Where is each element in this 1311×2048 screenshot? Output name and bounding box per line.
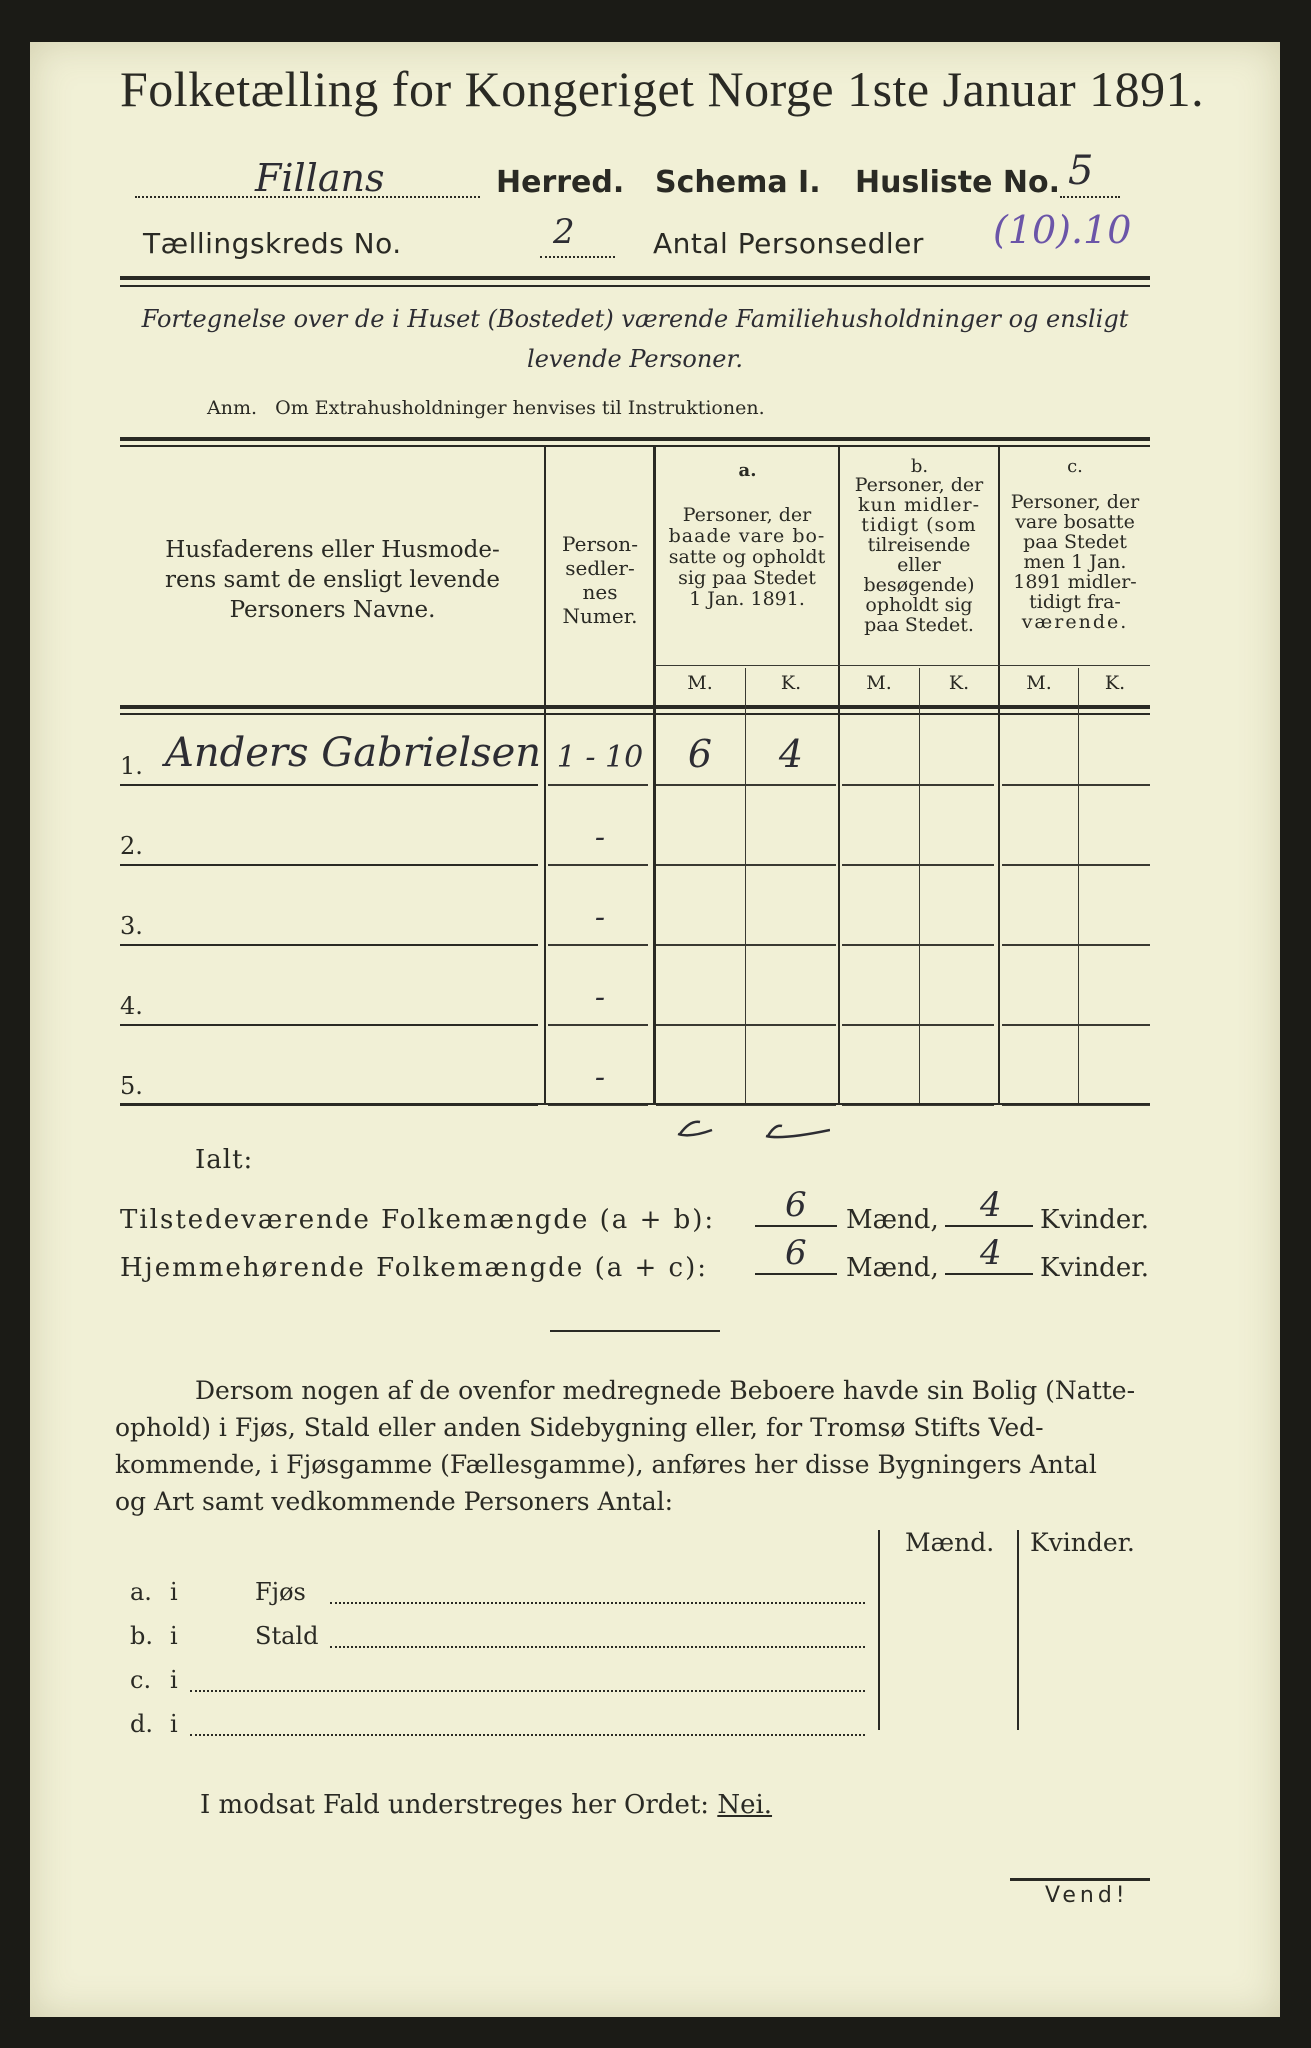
anm-note: Anm. Om Extrahusholdninger henvises til Instruktionen.: [207, 397, 765, 419]
row-number: 3.: [120, 912, 143, 940]
building-i: i: [170, 1666, 178, 1694]
c-k-label: K.: [1104, 672, 1126, 694]
personsedler-label: Antal Personsedler: [653, 227, 924, 260]
vend-label: Vend!: [1045, 1883, 1129, 1908]
row-numer: -: [594, 900, 606, 935]
schema-label: Schema I.: [655, 165, 821, 200]
header-c-letter: c.: [1067, 456, 1083, 477]
row-a-m: 6: [687, 732, 713, 776]
hjemme-maend-label: Mænd,: [846, 1253, 939, 1283]
hjemme-label: Hjemmehørende Folkemængde (a + c):: [120, 1253, 708, 1283]
building-letter: a.: [130, 1578, 152, 1606]
building-label: Fjøs: [255, 1578, 306, 1606]
row-name: Anders Gabrielsen: [165, 730, 542, 776]
building-i: i: [170, 1622, 178, 1650]
kreds-value: 2: [553, 212, 575, 252]
herred-field: [135, 156, 480, 200]
header-b: Personer, der kun midler- tidigt (som tilreisende eller besøgende) opholdt sig paa Stedet.: [854, 474, 984, 636]
herred-label: Herred.: [496, 165, 625, 200]
kreds-label: Tællingskreds No.: [143, 227, 402, 260]
buildings-maend-header: Mænd.: [905, 1528, 995, 1557]
row-a-k: 4: [778, 732, 804, 776]
tilstede-maend-label: Mænd,: [846, 1205, 939, 1235]
building-letter: d.: [130, 1710, 153, 1738]
ialt-label: Ialt:: [195, 1145, 254, 1175]
buildings-kvinder-header: Kvinder.: [1030, 1528, 1135, 1557]
personsedler-value: (10).10: [993, 208, 1132, 252]
hjemme-maend-value: 6: [785, 1233, 807, 1273]
building-letter: c.: [130, 1666, 152, 1694]
form-title: Folketælling for Kongeriget Norge 1ste Januar 1891.: [120, 61, 1205, 117]
intro-line-1: Fortegnelse over de i Huset (Bostedet) værende Familiehusholdninger og ensligt: [141, 305, 1129, 333]
b-m-label: M.: [866, 672, 892, 694]
row-numer: -: [594, 1060, 606, 1095]
header-a-letter: a.: [738, 460, 757, 481]
header-numer: Person- sedler- nes Numer.: [562, 532, 638, 628]
row-number: 2.: [120, 832, 143, 860]
husliste-label: Husliste No.: [855, 165, 1060, 200]
tilstede-label: Tilstedeværende Folkemængde (a + b):: [120, 1205, 716, 1235]
row-numer: -: [594, 820, 606, 855]
tilstede-kvinder-value: 4: [980, 1185, 1002, 1225]
c-m-label: M.: [1026, 672, 1052, 694]
header-a: Personer, der baade vare bo- satte og opholdt sig paa Stedet 1 Jan. 1891.: [668, 504, 826, 610]
row-number: 4.: [120, 992, 143, 1020]
herred-value: Fillans: [255, 156, 385, 200]
hjemme-kvinder-value: 4: [980, 1233, 1002, 1273]
buildings-text: Dersom nogen af de ovenfor medregnede Beboere havde sin Bolig (Natte- ophold) i Fjøs, Stald eller anden Sidebygning eller, for Tromsø Stifts Ved- kommende, i Fjøsgamme (Fællesgamme), anføres her disse Bygningers Antal og Art samt vedkommende Personers Antal:: [115, 1376, 1136, 1516]
tilstede-maend-value: 6: [785, 1185, 807, 1225]
nei-line: I modsat Fald understreges her Ordet: Nei.: [200, 1790, 773, 1820]
header-c: Personer, der vare bosatte paa Stedet men 1 Jan. 1891 midler- tidigt fra- værende.: [1010, 491, 1140, 633]
hjemme-kvinder-label: Kvinder.: [1040, 1253, 1150, 1283]
tilstede-kvinder-label: Kvinder.: [1040, 1205, 1150, 1235]
header-names: Husfaderens eller Husmode- rens samt de ensligt levende Personers Navne.: [165, 537, 500, 623]
building-letter: b.: [130, 1622, 153, 1650]
row-numer: -: [594, 980, 606, 1015]
row-number: 5.: [120, 1072, 143, 1100]
a-m-label: M.: [687, 672, 713, 694]
row-numer: 1 - 10: [556, 740, 644, 775]
building-i: i: [170, 1710, 178, 1738]
intro-line-2: levende Personer.: [527, 345, 743, 373]
header-b-letter: b.: [910, 456, 929, 477]
check-marks: [670, 1108, 830, 1148]
husliste-value: 5: [1068, 148, 1094, 194]
building-i: i: [170, 1578, 178, 1606]
a-k-label: K.: [780, 672, 802, 694]
row-number: 1.: [120, 752, 143, 780]
b-k-label: K.: [948, 672, 970, 694]
building-label: Stald: [255, 1622, 319, 1650]
